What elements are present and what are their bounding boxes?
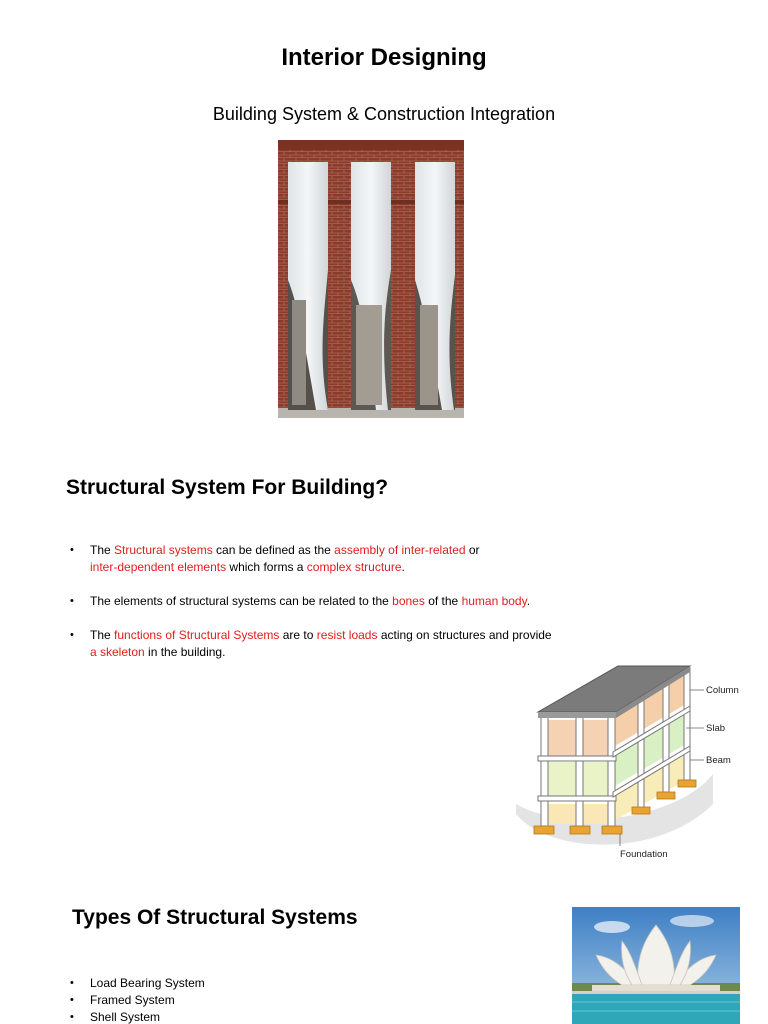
slab-label: Slab — [706, 723, 726, 734]
list-item: • The Structural systems can be defined as the assembly of inter-related or inter-dependent elements which forms a complex structure. — [66, 542, 556, 576]
brick-facade-image — [278, 140, 464, 418]
page-subtitle: Building System & Construction Integration — [212, 104, 556, 124]
list-item: • Shell System — [66, 1009, 366, 1024]
frame-structure-diagram — [508, 654, 748, 866]
section-heading-structural-system: Structural System For Building? — [66, 476, 389, 499]
beam-label: Beam — [706, 755, 731, 766]
column-label: Column — [706, 685, 739, 696]
list-item: • Load Bearing System — [66, 975, 366, 992]
page-title: Interior Designing — [281, 44, 487, 71]
list-item: • The functions of Structural Systems are to resist loads acting on structures and provide a skeleton in the building. — [66, 627, 556, 661]
list-item: • The elements of structural systems can be related to the bones of the human body. — [66, 593, 556, 610]
structural-types-list — [66, 975, 366, 1024]
list-item: • Framed System — [66, 992, 366, 1009]
structural-definition-list — [66, 542, 556, 678]
section-heading-types: Types Of Structural Systems — [72, 906, 358, 929]
foundation-label: Foundation — [620, 849, 668, 860]
lotus-temple-image — [572, 907, 740, 1024]
